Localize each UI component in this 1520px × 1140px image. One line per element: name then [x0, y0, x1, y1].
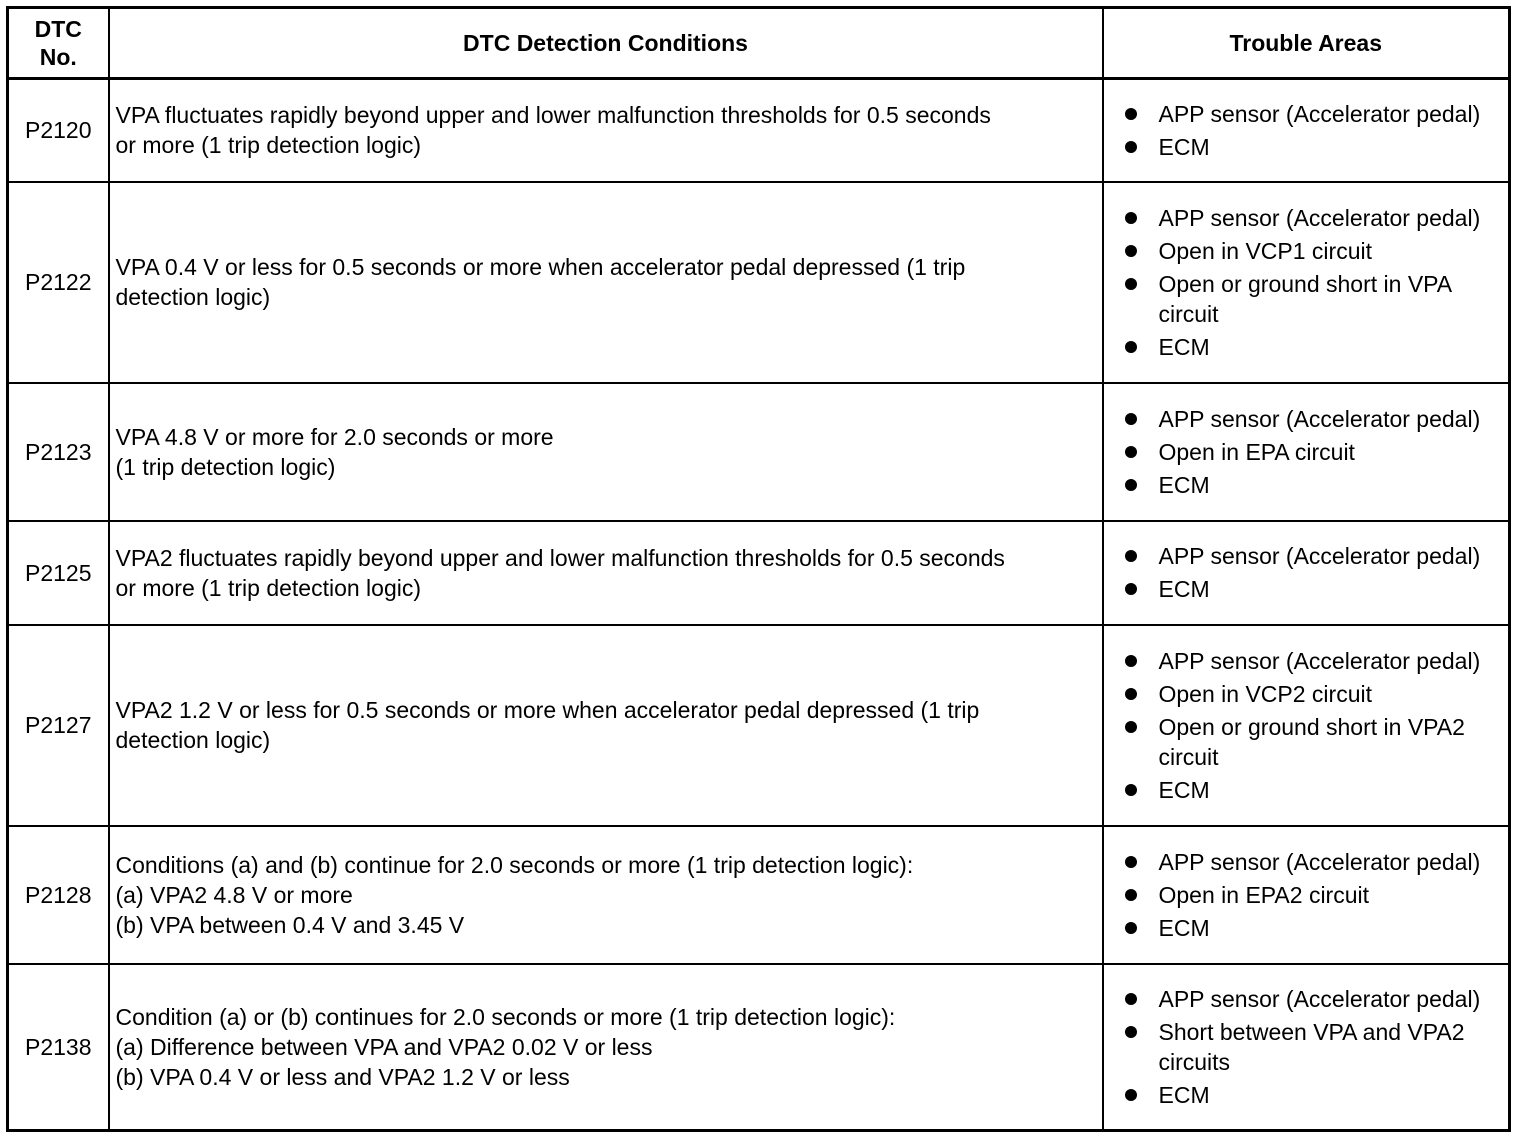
bullet-icon [1125, 1089, 1137, 1101]
bullet-icon [1125, 993, 1137, 1005]
trouble-areas-list [1124, 404, 1501, 500]
condition-line: Condition (a) or (b) continues for 2.0 seconds or more (1 trip detection logic): [115, 1003, 896, 1030]
trouble-areas-list [1124, 203, 1501, 362]
trouble-area-text: Short between VPA and VPA2 circuits [1158, 1018, 1465, 1075]
trouble-area-item [1124, 269, 1501, 329]
trouble-areas-cell [1103, 826, 1510, 964]
condition-line: (a) VPA2 4.8 V or more [115, 881, 353, 908]
trouble-area-text: APP sensor (Accelerator pedal) [1158, 985, 1481, 1012]
dtc-table [6, 6, 1511, 1132]
condition-line: (b) VPA 0.4 V or less and VPA2 1.2 V or less [115, 1063, 570, 1090]
trouble-areas-cell [1103, 182, 1510, 383]
detection-conditions-cell [109, 79, 1103, 182]
condition-line: VPA 0.4 V or less for 0.5 seconds or more when accelerator pedal depressed (1 trip [115, 254, 966, 280]
condition-line: or more (1 trip detection logic) [115, 132, 422, 159]
bullet-icon [1125, 889, 1137, 901]
trouble-area-item [1124, 404, 1501, 434]
dtc-code-cell: P2128 [8, 826, 109, 964]
trouble-area-item [1124, 574, 1501, 604]
table-row [8, 79, 1510, 182]
trouble-area-text: ECM [1158, 471, 1210, 498]
dtc-code-cell: P2123 [8, 383, 109, 521]
header-row [8, 8, 1510, 79]
trouble-area-text: ECM [1158, 776, 1210, 803]
dtc-code-cell: P2127 [8, 625, 109, 826]
trouble-areas-cell [1103, 383, 1510, 521]
table-row [8, 964, 1510, 1131]
trouble-area-text: APP sensor (Accelerator pedal) [1158, 100, 1481, 127]
condition-line: (a) Difference between VPA and VPA2 0.02 V or less [115, 1033, 653, 1060]
condition-line: VPA fluctuates rapidly beyond upper and lower malfunction thresholds for 0.5 seconds [115, 102, 991, 129]
bullet-icon [1125, 550, 1137, 562]
condition-line: detection logic) [115, 284, 271, 310]
trouble-area-text: ECM [1158, 333, 1210, 360]
bullet-icon [1125, 245, 1137, 257]
condition-line: VPA2 fluctuates rapidly beyond upper and lower malfunction thresholds for 0.5 seconds [115, 544, 1005, 571]
trouble-areas-cell [1103, 521, 1510, 625]
condition-line: (b) VPA between 0.4 V and 3.45 V [115, 911, 465, 938]
trouble-area-text: Open in EPA circuit [1158, 438, 1355, 465]
bullet-icon [1125, 784, 1137, 796]
trouble-areas-list [1124, 984, 1501, 1110]
table-body [8, 79, 1510, 1131]
bullet-icon [1125, 341, 1137, 353]
bullet-icon [1125, 721, 1137, 733]
trouble-area-item [1124, 132, 1501, 162]
header-dtc-no [8, 8, 109, 79]
trouble-area-item [1124, 236, 1501, 266]
header-conditions: DTC Detection Conditions [109, 8, 1103, 79]
dtc-code-cell: P2125 [8, 521, 109, 625]
bullet-icon [1125, 583, 1137, 595]
dtc-code-cell: P2122 [8, 182, 109, 383]
bullet-icon [1125, 688, 1137, 700]
trouble-area-text: APP sensor (Accelerator pedal) [1158, 204, 1481, 231]
detection-conditions-cell [109, 182, 1103, 383]
trouble-area-item [1124, 775, 1501, 805]
dtc-code-cell: P2138 [8, 964, 109, 1131]
header-trouble-areas: Trouble Areas [1103, 8, 1510, 79]
bullet-icon [1125, 413, 1137, 425]
trouble-areas-cell [1103, 79, 1510, 182]
table-row [8, 182, 1510, 383]
trouble-areas-list [1124, 99, 1501, 162]
trouble-area-item [1124, 880, 1501, 910]
condition-line: (1 trip detection logic) [115, 453, 336, 480]
trouble-areas-list [1124, 646, 1501, 805]
bullet-icon [1125, 856, 1137, 868]
trouble-area-item [1124, 847, 1501, 877]
trouble-areas-cell [1103, 964, 1510, 1131]
trouble-area-text: Open or ground short in VPA2 circuit [1158, 713, 1465, 770]
bullet-icon [1125, 479, 1137, 491]
trouble-area-item [1124, 437, 1501, 467]
trouble-area-item [1124, 679, 1501, 709]
trouble-area-item [1124, 1017, 1501, 1077]
table-row [8, 383, 1510, 521]
trouble-area-text: APP sensor (Accelerator pedal) [1158, 543, 1481, 569]
trouble-area-text: Open in VCP1 circuit [1158, 237, 1372, 264]
trouble-area-text: APP sensor (Accelerator pedal) [1158, 848, 1481, 875]
detection-conditions-cell [109, 383, 1103, 521]
header-dtc-no-line2: No. [39, 44, 77, 70]
trouble-area-text: ECM [1158, 576, 1210, 602]
trouble-area-item [1124, 1080, 1501, 1110]
condition-line: detection logic) [115, 727, 271, 753]
trouble-area-text: Open or ground short in VPA circuit [1158, 270, 1451, 327]
trouble-areas-list [1124, 847, 1501, 943]
trouble-area-text: Open in EPA2 circuit [1158, 881, 1370, 908]
table-header [8, 8, 1510, 79]
trouble-area-item [1124, 541, 1501, 571]
trouble-areas-list [1124, 541, 1501, 604]
condition-line: VPA 4.8 V or more for 2.0 seconds or more [115, 423, 554, 450]
bullet-icon [1125, 1026, 1137, 1038]
trouble-area-item [1124, 332, 1501, 362]
bullet-icon [1125, 108, 1137, 120]
condition-line: or more (1 trip detection logic) [115, 574, 422, 601]
trouble-area-item [1124, 470, 1501, 500]
bullet-icon [1125, 212, 1137, 224]
detection-conditions-cell [109, 826, 1103, 964]
bullet-icon [1125, 141, 1137, 153]
detection-conditions-cell [109, 625, 1103, 826]
trouble-area-item [1124, 203, 1501, 233]
table-row [8, 826, 1510, 964]
bullet-icon [1125, 655, 1137, 667]
bullet-icon [1125, 446, 1137, 458]
bullet-icon [1125, 922, 1137, 934]
trouble-area-text: ECM [1158, 133, 1210, 160]
trouble-area-item [1124, 913, 1501, 943]
table-row [8, 625, 1510, 826]
table-row [8, 521, 1510, 625]
header-dtc-no-line1: DTC [34, 16, 82, 42]
dtc-code-cell: P2120 [8, 79, 109, 182]
trouble-area-item [1124, 646, 1501, 676]
bullet-icon [1125, 278, 1137, 290]
trouble-area-text: APP sensor (Accelerator pedal) [1158, 647, 1481, 674]
detection-conditions-cell [109, 521, 1103, 625]
condition-line: VPA2 1.2 V or less for 0.5 seconds or more when accelerator pedal depressed (1 trip [115, 697, 980, 723]
trouble-area-item [1124, 99, 1501, 129]
trouble-area-item [1124, 712, 1501, 772]
trouble-area-text: ECM [1158, 1081, 1210, 1108]
trouble-area-text: Open in VCP2 circuit [1158, 680, 1372, 707]
condition-line: Conditions (a) and (b) continue for 2.0 seconds or more (1 trip detection logic): [115, 851, 914, 878]
trouble-area-text: ECM [1158, 914, 1210, 941]
trouble-area-text: APP sensor (Accelerator pedal) [1158, 405, 1481, 432]
trouble-area-item [1124, 984, 1501, 1014]
trouble-areas-cell [1103, 625, 1510, 826]
detection-conditions-cell [109, 964, 1103, 1131]
